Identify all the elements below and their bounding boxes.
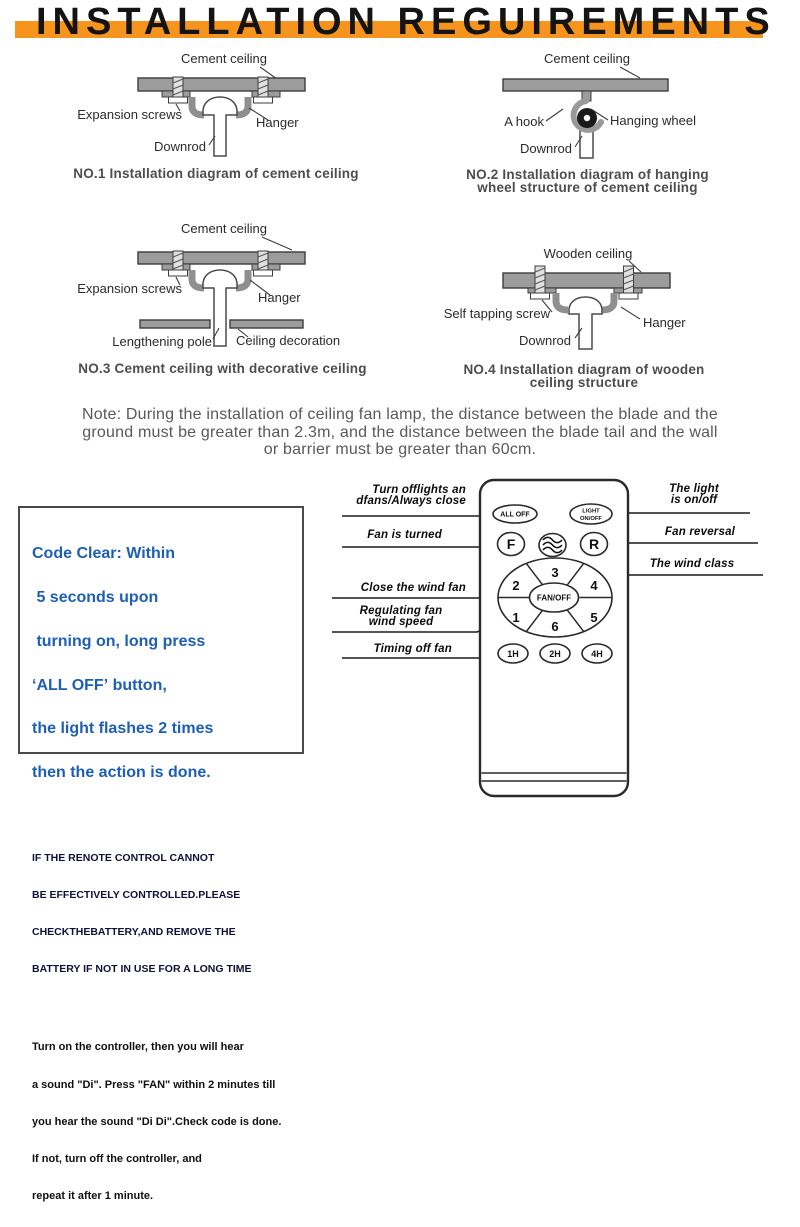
remote-body <box>480 480 628 796</box>
speed-3-label: 3 <box>551 565 559 580</box>
downrod-shape <box>203 97 237 156</box>
diagram-no1-drawing <box>30 48 420 166</box>
speed-6-label: 6 <box>551 619 559 634</box>
diagram-no1-caption: NO.1 Installation diagram of cement ceiling <box>73 166 359 181</box>
callout-line-text: The light <box>669 483 719 495</box>
callout-light-on-off <box>642 484 746 505</box>
diagram-no2-caption <box>420 169 755 194</box>
warning-line: BE EFFECTIVELY CONTROLLED.PLEASE <box>32 888 241 901</box>
diagram-no3-caption: NO.3 Cement ceiling with decorative ceiling <box>78 361 367 376</box>
fan-f-label: F <box>506 536 516 552</box>
heading-line: 5 seconds upon <box>32 588 159 606</box>
leader-line <box>262 237 292 250</box>
hanger-arm <box>236 97 248 115</box>
diagram-no4 <box>400 218 800 396</box>
instruction-line: Turn on the controller, then you will hear <box>32 1041 244 1054</box>
callout-fan-turned: Fan is turned <box>367 529 442 541</box>
caption-line: NO.2 Installation diagram of hanging <box>466 167 709 182</box>
leader-line <box>621 307 640 319</box>
callout-regulating-speed <box>338 606 464 627</box>
remote-warning-text <box>32 827 296 1001</box>
diagram-no3-drawing <box>30 218 420 356</box>
callout-timing-off-fan: Timing off fan <box>373 643 452 655</box>
callout-line-text: Regulating fan <box>359 605 443 617</box>
hanger-arm <box>602 293 614 310</box>
timer-2h-label: 2H <box>549 649 561 659</box>
hanger-arm <box>556 293 568 310</box>
callout-line-text: dfans/Always close <box>356 494 466 507</box>
all-off-label: ALL OFF <box>500 511 530 519</box>
hanger-arm <box>236 270 248 288</box>
note-line: or barrier must be greater than 60cm. <box>263 441 537 458</box>
warning-line: IF THE RENOTE CONTROL CANNOT <box>32 851 215 864</box>
label-hanger: Hanger <box>643 315 686 330</box>
callout-line-text: wind speed <box>368 615 434 628</box>
label-ceiling-decoration: Ceiling decoration <box>236 333 341 348</box>
instruction-line: If not, turn off the controller, and <box>32 1153 202 1166</box>
label-lengthening-pole: Lengthening pole <box>112 334 212 349</box>
page-title: INSTALLATION REGUIREMENTS <box>36 1 776 43</box>
note-line: ground must be greater than 2.3m, and the distance between the blade tail and the wall <box>82 423 718 441</box>
instruction-line: repeat it after 1 minute. <box>32 1190 154 1203</box>
label-downrod: Downrod <box>153 139 206 154</box>
label-hanger: Hanger <box>256 115 299 130</box>
label-downrod: Downrod <box>519 141 572 156</box>
callout-fan-reversal: Fan reversal <box>664 526 736 538</box>
callout-line-text: Turn offlights an <box>372 484 466 496</box>
label-a-hook: A hook <box>504 114 544 129</box>
installation-note <box>0 406 800 459</box>
hanger-arm <box>192 97 204 115</box>
timer-4h-label: 4H <box>591 649 603 659</box>
reverse-r-label: R <box>588 536 600 552</box>
callout-wind-class: The wind class <box>649 558 735 570</box>
instruction-line: a sound "Di". Press "FAN" within 2 minutes till <box>32 1078 276 1091</box>
label-cement-ceiling: Cement ceiling <box>544 51 630 66</box>
leader-line <box>620 67 640 78</box>
speed-1-label: 1 <box>512 610 520 625</box>
cement-ceiling-bar <box>503 79 668 91</box>
heading-line: ʻALL OFFʼ button, <box>32 676 167 694</box>
label-expansion-screws: Expansion screws <box>77 281 182 296</box>
caption-line: wheel structure of cement ceiling <box>477 179 698 195</box>
label-wooden-ceiling: Wooden ceiling <box>543 246 633 261</box>
heading-line: then the action is done. <box>32 764 211 782</box>
label-downrod: Downrod <box>518 333 571 348</box>
diagram-no4-drawing <box>400 218 800 358</box>
diagram-no4-caption <box>400 364 768 389</box>
warning-line: CHECKTHEBATTERY,AND REMOVE THE <box>32 926 236 939</box>
callout-close-wind-fan: Close the wind fan <box>360 582 466 594</box>
check-code-instructions <box>32 1017 296 1227</box>
heading-line: Code Clear: Within <box>32 545 175 563</box>
code-clear-heading <box>32 518 296 810</box>
code-clear-box <box>18 506 304 1203</box>
wooden-ceiling-bar <box>503 273 670 288</box>
label-cement-ceiling: Cement ceiling <box>181 51 267 66</box>
light-label-line2: ON/OFF <box>580 516 602 522</box>
fan-off-label: FAN/OFF <box>536 593 572 603</box>
hanging-wheel-hub <box>584 115 590 121</box>
warning-line: BATTERY IF NOT IN USE FOR A LONG TIME <box>32 963 252 976</box>
diagram-no1 <box>30 48 420 200</box>
label-cement-ceiling: Cement ceiling <box>181 221 267 236</box>
speed-2-label: 2 <box>512 578 520 593</box>
cement-ceiling-bar <box>138 252 305 264</box>
speed-4-label: 4 <box>590 578 598 593</box>
instruction-line: you hear the sound "Di Di".Check code is done. <box>32 1115 282 1128</box>
diagram-no2-drawing <box>420 48 795 166</box>
label-hanging-wheel: Hanging wheel <box>610 113 697 128</box>
caption-line: ceiling structure <box>529 374 639 390</box>
leader-line <box>546 109 563 121</box>
diagram-no2 <box>420 48 795 203</box>
heading-line: turning on, long press <box>32 632 206 650</box>
heading-line: the light flashes 2 times <box>32 720 214 738</box>
downrod-shape <box>569 297 602 349</box>
label-expansion-screws: Expansion screws <box>77 107 182 122</box>
callout-line-text: is on/off <box>670 493 718 506</box>
ceiling-decoration-bar <box>230 320 303 328</box>
caption-line: NO.4 Installation diagram of wooden <box>463 362 705 377</box>
label-hanger: Hanger <box>258 290 301 305</box>
hanger-arm <box>192 270 204 288</box>
diagram-no3 <box>30 218 420 386</box>
label-self-tapping-screw: Self tapping screw <box>443 306 550 321</box>
note-line: Note: During the installation of ceiling fan lamp, the distance between the blade and the <box>82 406 718 423</box>
callout-all-off <box>356 485 466 506</box>
cement-ceiling-bar <box>138 78 305 91</box>
light-label-line1: LIGHT <box>582 508 600 515</box>
ceiling-decoration-bar <box>140 320 210 328</box>
timer-1h-label: 1H <box>507 649 519 659</box>
speed-5-label: 5 <box>590 610 598 625</box>
